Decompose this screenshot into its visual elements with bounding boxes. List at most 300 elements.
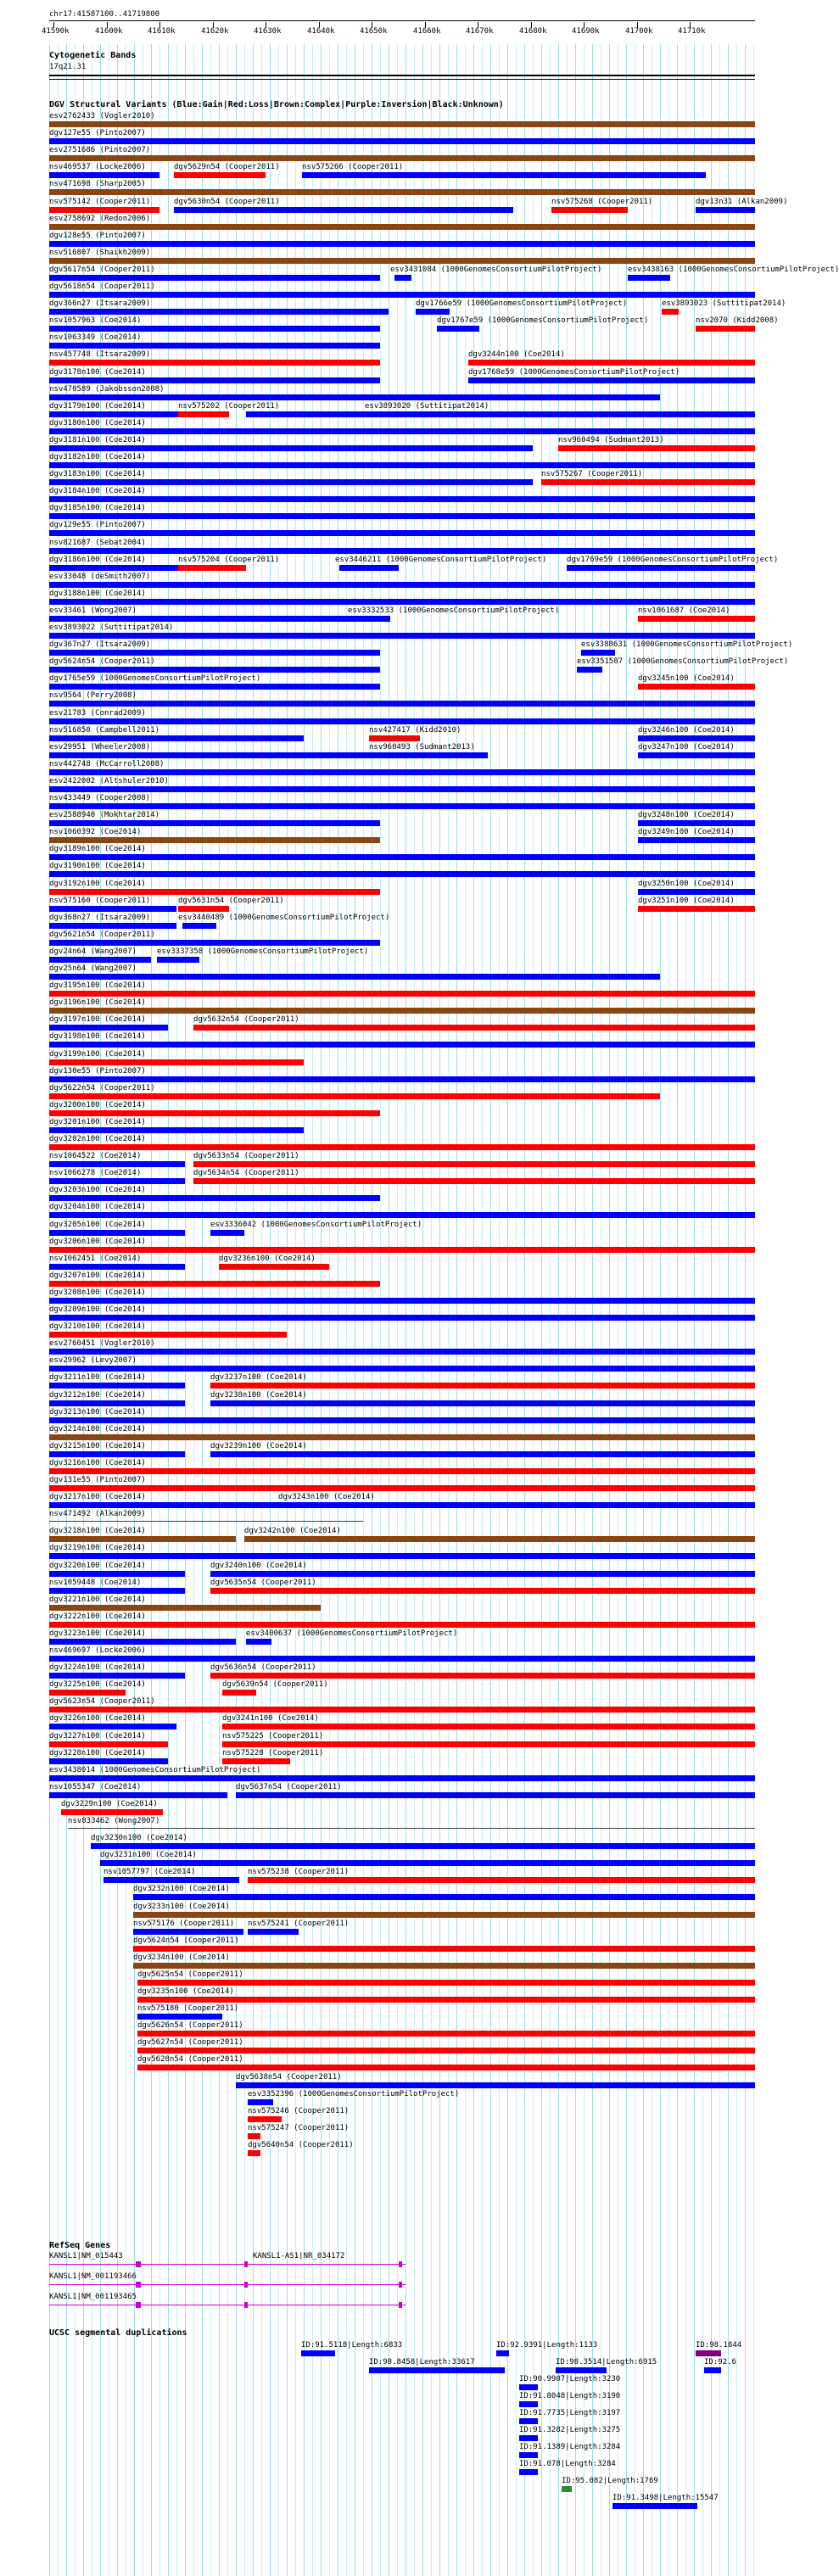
variant-label[interactable]: dgv5633n54 (Cooper2011) <box>193 1152 299 1160</box>
variant-bar[interactable] <box>577 667 602 673</box>
variant-bar[interactable] <box>49 1639 236 1645</box>
variant-label[interactable]: esv3893020 (Suttitipat2014) <box>365 402 489 411</box>
variant-bar[interactable] <box>49 189 755 195</box>
variant-label[interactable]: dgv3236n100 (Coe2014) <box>219 1254 316 1263</box>
variant-bar[interactable] <box>49 1656 755 1662</box>
variant-bar[interactable] <box>49 1521 363 1522</box>
variant-label[interactable]: dgv5624n54 (Cooper2011) <box>133 1936 239 1945</box>
variant-bar[interactable] <box>178 906 229 912</box>
variant-bar[interactable] <box>49 360 380 366</box>
variant-bar[interactable] <box>49 1008 755 1014</box>
variant-label[interactable]: dgv1766e59 (1000GenomesConsortiumPilotProject) <box>416 299 628 308</box>
variant-bar[interactable] <box>246 411 755 417</box>
variant-label[interactable]: nsv457748 (Itsara2009) <box>49 350 151 359</box>
variant-label[interactable]: nsv469537 (Locke2006) <box>49 163 146 171</box>
variant-bar[interactable] <box>541 479 755 485</box>
segdup-label[interactable]: ID:91.1389|Length:3284 <box>519 2443 621 2451</box>
variant-bar[interactable] <box>100 1860 755 1866</box>
variant-bar[interactable] <box>581 650 615 656</box>
variant-label[interactable]: nsv470589 (Jakobsson2008) <box>49 385 165 394</box>
variant-label[interactable]: dgv130e55 (Pinto2007) <box>49 1067 146 1076</box>
variant-bar[interactable] <box>49 1076 755 1082</box>
variant-label[interactable]: nsv575266 (Cooper2011) <box>302 163 404 171</box>
segdup-bar[interactable] <box>562 2486 572 2492</box>
gene-exon[interactable] <box>244 2282 248 2288</box>
variant-label[interactable]: dgv3220n100 (Coe2014) <box>49 1562 146 1570</box>
variant-label[interactable]: esv2760451 (Vogler2010) <box>49 1339 155 1348</box>
variant-label[interactable]: dgv3219n100 (Coe2014) <box>49 1544 146 1552</box>
variant-bar[interactable] <box>49 582 755 588</box>
variant-label[interactable]: dgv24n64 (Wang2007) <box>49 947 137 956</box>
variant-label[interactable]: dgv5628n54 (Cooper2011) <box>137 2055 243 2064</box>
variant-bar[interactable] <box>133 1894 755 1900</box>
variant-label[interactable]: esv3893022 (Suttitipat2014) <box>49 623 174 632</box>
variant-bar[interactable] <box>416 309 450 315</box>
variant-label[interactable]: dgv368n27 (Itsara2009) <box>49 914 151 922</box>
variant-label[interactable]: dgv3212n100 (Coe2014) <box>49 1391 146 1400</box>
variant-bar[interactable] <box>49 1468 755 1474</box>
variant-label[interactable]: nsv469697 (Locke2006) <box>49 1646 146 1655</box>
gene-label[interactable]: KANSL1|NM_015443 <box>49 2252 123 2260</box>
variant-label[interactable]: dgv5626n54 (Cooper2011) <box>137 2021 243 2030</box>
variant-bar[interactable] <box>49 701 755 707</box>
variant-bar[interactable] <box>174 207 513 213</box>
variant-bar[interactable] <box>133 1912 755 1918</box>
variant-bar[interactable] <box>49 906 176 912</box>
variant-bar[interactable] <box>49 803 755 809</box>
variant-label[interactable]: nsv575225 (Cooper2011) <box>222 1732 324 1741</box>
variant-label[interactable]: esv3438163 (1000GenomesConsortiumPilotProject) <box>628 265 839 274</box>
variant-bar[interactable] <box>369 752 488 758</box>
variant-bar[interactable] <box>49 224 755 230</box>
variant-bar[interactable] <box>628 275 670 281</box>
variant-label[interactable]: dgv5636n54 (Cooper2011) <box>210 1663 316 1672</box>
variant-bar[interactable] <box>638 889 755 895</box>
variant-bar[interactable] <box>49 155 755 161</box>
variant-bar[interactable] <box>236 2082 755 2088</box>
variant-label[interactable]: dgv5629n54 (Cooper2011) <box>174 163 280 171</box>
variant-label[interactable]: esv3332533 (1000GenomesConsortiumPilotProject) <box>348 606 560 615</box>
variant-label[interactable]: nsv1064522 (Coe2014) <box>49 1152 142 1160</box>
variant-bar[interactable] <box>49 1673 185 1679</box>
variant-label[interactable]: dgv3234n100 (Coe2014) <box>133 1953 230 1962</box>
variant-label[interactable]: dgv3233n100 (Coe2014) <box>133 1903 230 1911</box>
variant-bar[interactable] <box>49 650 380 656</box>
variant-label[interactable]: dgv127e55 (Pinto2007) <box>49 129 146 137</box>
variant-bar[interactable] <box>49 1690 126 1696</box>
variant-label[interactable]: dgv3214n100 (Coe2014) <box>49 1425 146 1433</box>
variant-bar[interactable] <box>222 1690 256 1696</box>
variant-bar[interactable] <box>49 940 380 946</box>
variant-bar[interactable] <box>49 1144 755 1150</box>
segdup-label[interactable]: ID:91.5118|Length:6833 <box>301 2341 403 2350</box>
segdup-bar[interactable] <box>519 2469 538 2475</box>
variant-label[interactable]: dgv3250n100 (Coe2014) <box>638 880 735 888</box>
variant-bar[interactable] <box>437 326 479 332</box>
segdup-label[interactable]: ID:91.3282|Length:3275 <box>519 2426 621 2434</box>
variant-label[interactable]: esv3352396 (1000GenomesConsortiumPilotProject) <box>248 2090 460 2098</box>
variant-bar[interactable] <box>219 1264 329 1270</box>
variant-label[interactable]: esv2588940 (Mokhtar2014) <box>49 811 160 819</box>
variant-bar[interactable] <box>137 1997 755 2003</box>
variant-label[interactable]: esv3400637 (1000GenomesConsortiumPilotProject) <box>246 1629 458 1638</box>
segdup-bar[interactable] <box>556 2367 607 2373</box>
variant-bar[interactable] <box>49 1775 755 1781</box>
variant-bar[interactable] <box>133 1929 243 1935</box>
variant-bar[interactable] <box>696 207 755 213</box>
variant-bar[interactable] <box>302 172 706 178</box>
variant-bar[interactable] <box>244 1536 755 1542</box>
variant-bar[interactable] <box>61 1809 163 1815</box>
variant-bar[interactable] <box>248 2150 260 2156</box>
variant-bar[interactable] <box>103 1877 239 1883</box>
variant-bar[interactable] <box>193 1178 755 1184</box>
segdup-bar[interactable] <box>696 2350 721 2356</box>
variant-label[interactable]: dgv5635n54 (Cooper2011) <box>210 1579 316 1587</box>
variant-label[interactable]: dgv3179n100 (Coe2014) <box>49 402 146 411</box>
variant-bar[interactable] <box>49 820 380 826</box>
variant-label[interactable]: nsv575204 (Cooper2011) <box>178 556 280 564</box>
variant-label[interactable]: dgv3218n100 (Coe2014) <box>49 1527 146 1535</box>
variant-label[interactable]: dgv3203n100 (Coe2014) <box>49 1186 146 1194</box>
variant-bar[interactable] <box>49 138 755 144</box>
variant-bar[interactable] <box>246 1639 271 1645</box>
variant-bar[interactable] <box>49 1536 236 1542</box>
variant-label[interactable]: esv21783 (Conrad2009) <box>49 709 146 718</box>
segdup-label[interactable]: ID:91.078|Length:3284 <box>519 2460 616 2468</box>
variant-label[interactable]: dgv3224n100 (Coe2014) <box>49 1663 146 1672</box>
variant-label[interactable]: dgv3226n100 (Coe2014) <box>49 1714 146 1723</box>
variant-label[interactable]: nsv575202 (Cooper2011) <box>178 402 280 411</box>
variant-bar[interactable] <box>137 1980 755 1986</box>
variant-bar[interactable] <box>182 923 216 929</box>
variant-label[interactable]: esv3388631 (1000GenomesConsortiumPilotProject) <box>581 640 793 649</box>
segdup-label[interactable]: ID:92.6 <box>704 2358 736 2366</box>
variant-bar[interactable] <box>49 343 380 349</box>
variant-bar[interactable] <box>49 752 380 758</box>
variant-bar[interactable] <box>49 258 755 264</box>
variant-bar[interactable] <box>49 1792 227 1798</box>
variant-label[interactable]: dgv3197n100 (Coe2014) <box>49 1015 146 1024</box>
variant-label[interactable]: dgv3180n100 (Coe2014) <box>49 419 146 427</box>
variant-label[interactable]: dgv3241n100 (Coe2014) <box>222 1714 319 1723</box>
variant-label[interactable]: dgv5630n54 (Cooper2011) <box>174 198 280 206</box>
gene-exon[interactable] <box>244 2302 248 2308</box>
variant-bar[interactable] <box>49 1332 287 1338</box>
variant-bar[interactable] <box>248 1877 755 1883</box>
variant-label[interactable]: esv3336042 (1000GenomesConsortiumPilotProject) <box>210 1221 422 1229</box>
variant-label[interactable]: dgv3209n100 (Coe2014) <box>49 1305 146 1314</box>
variant-label[interactable]: dgv1765e59 (1000GenomesConsortiumPilotProject) <box>49 674 261 683</box>
variant-bar[interactable] <box>49 854 755 860</box>
variant-label[interactable]: dgv25n64 (Wang2007) <box>49 964 137 973</box>
variant-label[interactable]: dgv3205n100 (Coe2014) <box>49 1221 146 1229</box>
variant-label[interactable]: dgv3213n100 (Coe2014) <box>49 1408 146 1417</box>
variant-label[interactable]: dgv3190n100 (Coe2014) <box>49 862 146 870</box>
variant-bar[interactable] <box>49 309 389 315</box>
variant-bar[interactable] <box>49 1724 176 1729</box>
variant-label[interactable]: dgv5634n54 (Cooper2011) <box>193 1169 299 1177</box>
variant-bar[interactable] <box>49 548 755 554</box>
variant-bar[interactable] <box>49 1178 185 1184</box>
variant-bar[interactable] <box>394 275 411 281</box>
variant-label[interactable]: dgv3242n100 (Coe2014) <box>244 1527 341 1535</box>
gene-exon[interactable] <box>244 2261 248 2267</box>
variant-label[interactable]: dgv5631n54 (Cooper2011) <box>178 897 284 905</box>
segdup-bar[interactable] <box>496 2350 509 2356</box>
gene-label[interactable]: KANSL1|NM_001193465 <box>49 2293 137 2301</box>
variant-bar[interactable] <box>369 735 420 741</box>
variant-label[interactable]: dgv3208n100 (Coe2014) <box>49 1288 146 1297</box>
variant-bar[interactable] <box>638 616 755 622</box>
variant-label[interactable]: esv29962 (Levy2007) <box>49 1356 137 1365</box>
variant-label[interactable]: dgv3207n100 (Coe2014) <box>49 1271 146 1280</box>
variant-label[interactable]: dgv5638n54 (Cooper2011) <box>236 2073 342 2081</box>
variant-bar[interactable] <box>49 241 755 247</box>
variant-label[interactable]: dgv131e55 (Pinto2007) <box>49 1476 146 1484</box>
variant-label[interactable]: nsv1057797 (Coe2014) <box>103 1868 196 1876</box>
variant-bar[interactable] <box>638 820 755 826</box>
variant-label[interactable]: dgv3210n100 (Coe2014) <box>49 1322 146 1331</box>
variant-label[interactable]: dgv367n27 (Itsara2009) <box>49 640 151 649</box>
variant-label[interactable]: dgv3196n100 (Coe2014) <box>49 998 146 1007</box>
variant-bar[interactable] <box>133 1963 755 1969</box>
variant-label[interactable]: nsv442748 (McCarroll2008) <box>49 760 165 768</box>
variant-label[interactable]: dgv3199n100 (Coe2014) <box>49 1050 146 1059</box>
variant-label[interactable]: dgv5640n54 (Cooper2011) <box>248 2141 354 2149</box>
variant-label[interactable]: dgv5623n54 (Cooper2011) <box>49 1697 155 1706</box>
variant-bar[interactable] <box>49 1707 755 1713</box>
segdup-bar[interactable] <box>519 2452 538 2458</box>
variant-bar[interactable] <box>49 1434 755 1440</box>
variant-label[interactable]: dgv366n27 (Itsara2009) <box>49 299 151 308</box>
segdup-label[interactable]: ID:91.3498|Length:15547 <box>612 2494 719 2502</box>
variant-label[interactable]: dgv3230n100 (Coe2014) <box>91 1834 187 1842</box>
variant-label[interactable]: dgv3204n100 (Coe2014) <box>49 1203 146 1211</box>
variant-bar[interactable] <box>49 1485 755 1491</box>
variant-bar[interactable] <box>278 1502 755 1508</box>
variant-bar[interactable] <box>193 1161 755 1167</box>
variant-label[interactable]: dgv3182n100 (Coe2014) <box>49 453 146 461</box>
variant-bar[interactable] <box>49 599 755 605</box>
segdup-bar[interactable] <box>519 2384 538 2390</box>
variant-bar[interactable] <box>49 1417 755 1423</box>
variant-label[interactable]: dgv1767e59 (1000GenomesConsortiumPilotProject) <box>437 316 649 325</box>
segdup-label[interactable]: ID:95.082|Length:1769 <box>562 2477 658 2485</box>
variant-label[interactable]: nsv1063349 (Coe2014) <box>49 333 142 342</box>
variant-bar[interactable] <box>157 957 199 963</box>
variant-label[interactable]: nsv1062451 (Coe2014) <box>49 1254 142 1263</box>
variant-bar[interactable] <box>49 718 755 724</box>
variant-bar[interactable] <box>551 207 628 213</box>
variant-label[interactable]: nsv1061687 (Coe2014) <box>638 606 730 615</box>
variant-bar[interactable] <box>49 1281 380 1287</box>
variant-label[interactable]: dgv128e55 (Pinto2007) <box>49 232 146 240</box>
variant-label[interactable]: nsv9564 (Perry2008) <box>49 691 137 700</box>
variant-bar[interactable] <box>178 565 246 571</box>
segdup-bar[interactable] <box>369 2367 505 2373</box>
variant-bar[interactable] <box>49 991 755 997</box>
variant-bar[interactable] <box>236 1792 755 1798</box>
variant-bar[interactable] <box>49 1127 304 1133</box>
segdup-bar[interactable] <box>519 2418 538 2424</box>
variant-label[interactable]: esv2758692 (Redon2006) <box>49 215 151 223</box>
variant-bar[interactable] <box>210 1588 755 1594</box>
variant-label[interactable]: dgv5621n54 (Cooper2011) <box>49 930 155 939</box>
variant-bar[interactable] <box>222 1741 755 1747</box>
variant-bar[interactable] <box>49 974 660 980</box>
variant-label[interactable]: dgv3225n100 (Coe2014) <box>49 1680 146 1689</box>
variant-label[interactable]: dgv1768e59 (1000GenomesConsortiumPilotProject) <box>468 368 680 377</box>
variant-bar[interactable] <box>137 2048 755 2054</box>
segdup-bar[interactable] <box>301 2350 335 2356</box>
variant-label[interactable]: esv33461 (Wong2007) <box>49 606 137 615</box>
variant-bar[interactable] <box>49 1093 660 1099</box>
variant-label[interactable]: dgv3215n100 (Coe2014) <box>49 1442 146 1450</box>
variant-label[interactable]: nsv575176 (Cooper2011) <box>133 1919 235 1928</box>
variant-label[interactable]: nsv471492 (Alkan2009) <box>49 1510 146 1518</box>
variant-label[interactable]: dgv3229n100 (Coe2014) <box>61 1800 158 1808</box>
variant-label[interactable]: dgv3240n100 (Coe2014) <box>210 1562 307 1570</box>
variant-bar[interactable] <box>696 326 755 332</box>
variant-bar[interactable] <box>137 2014 222 2020</box>
variant-label[interactable]: dgv3244n100 (Coe2014) <box>468 350 565 359</box>
variant-bar[interactable] <box>49 462 755 468</box>
variant-bar[interactable] <box>210 1571 755 1577</box>
variant-label[interactable]: dgv3243n100 (Coe2014) <box>278 1493 375 1501</box>
variant-bar[interactable] <box>49 377 380 383</box>
variant-bar[interactable] <box>49 1059 304 1065</box>
variant-bar[interactable] <box>174 172 266 178</box>
variant-bar[interactable] <box>49 1366 755 1372</box>
variant-label[interactable]: esv3431084 (1000GenomesConsortiumPilotProject) <box>390 265 602 274</box>
variant-bar[interactable] <box>49 735 304 741</box>
variant-label[interactable]: dgv3217n100 (Coe2014) <box>49 1493 146 1501</box>
variant-label[interactable]: dgv5639n54 (Cooper2011) <box>222 1680 328 1689</box>
variant-bar[interactable] <box>49 411 185 417</box>
variant-label[interactable]: dgv3189n100 (Coe2014) <box>49 845 146 853</box>
variant-label[interactable]: esv3337358 (1000GenomesConsortiumPilotProject) <box>157 947 369 956</box>
segdup-bar[interactable] <box>704 2367 721 2373</box>
variant-bar[interactable] <box>49 496 755 502</box>
variant-bar[interactable] <box>49 1349 755 1355</box>
gene-line[interactable] <box>49 2264 406 2265</box>
variant-bar[interactable] <box>49 957 151 963</box>
variant-label[interactable]: nsv575246 (Cooper2011) <box>248 2107 350 2115</box>
variant-bar[interactable] <box>133 1946 755 1952</box>
gene-exon[interactable] <box>399 2282 402 2288</box>
variant-bar[interactable] <box>49 530 755 536</box>
variant-label[interactable]: dgv3195n100 (Coe2014) <box>49 981 146 990</box>
variant-label[interactable]: esv3893023 (Suttitipat2014) <box>662 299 786 308</box>
segdup-label[interactable]: ID:98.8458|Length:33617 <box>369 2358 475 2366</box>
variant-bar[interactable] <box>638 837 755 843</box>
variant-bar[interactable] <box>49 428 755 434</box>
variant-bar[interactable] <box>210 1400 755 1406</box>
variant-label[interactable]: dgv3221n100 (Coe2014) <box>49 1595 146 1604</box>
variant-label[interactable]: nsv1055347 (Coe2014) <box>49 1783 142 1791</box>
variant-bar[interactable] <box>49 667 380 673</box>
variant-label[interactable]: dgv3186n100 (Coe2014) <box>49 556 146 564</box>
gene-label[interactable]: KANSL1|NM_001193466 <box>49 2272 137 2281</box>
variant-label[interactable]: nsv516807 (Shaikh2009) <box>49 249 151 257</box>
variant-bar[interactable] <box>49 326 380 332</box>
variant-bar[interactable] <box>91 1843 755 1849</box>
variant-bar[interactable] <box>222 1724 755 1729</box>
variant-bar[interactable] <box>49 1622 755 1628</box>
variant-bar[interactable] <box>49 1110 380 1116</box>
variant-label[interactable]: dgv3183n100 (Coe2014) <box>49 470 146 478</box>
variant-bar[interactable] <box>49 1588 185 1594</box>
variant-bar[interactable] <box>348 616 390 622</box>
variant-label[interactable]: nsv575228 (Cooper2011) <box>222 1749 324 1757</box>
variant-bar[interactable] <box>49 1195 380 1201</box>
variant-label[interactable]: dgv3198n100 (Coe2014) <box>49 1032 146 1041</box>
segdup-label[interactable]: ID:98.1844 <box>696 2341 742 2350</box>
variant-label[interactable]: dgv3237n100 (Coe2014) <box>210 1373 307 1382</box>
gene-exon[interactable] <box>399 2302 402 2308</box>
variant-label[interactable]: dgv3181n100 (Coe2014) <box>49 436 146 444</box>
segdup-label[interactable]: ID:92.9391|Length:1133 <box>496 2341 598 2350</box>
variant-bar[interactable] <box>49 1042 755 1048</box>
variant-label[interactable]: dgv5627n54 (Cooper2011) <box>137 2038 243 2047</box>
variant-label[interactable]: dgv3231n100 (Coe2014) <box>100 1851 197 1859</box>
variant-bar[interactable] <box>49 172 159 178</box>
variant-label[interactable]: nsv575142 (Cooper2011) <box>49 198 151 206</box>
variant-bar[interactable] <box>49 1161 185 1167</box>
variant-bar[interactable] <box>49 1605 321 1611</box>
variant-label[interactable]: dgv3184n100 (Coe2014) <box>49 487 146 495</box>
variant-label[interactable]: dgv3192n100 (Coe2014) <box>49 880 146 888</box>
variant-label[interactable]: dgv3239n100 (Coe2014) <box>210 1442 307 1450</box>
variant-label[interactable]: nsv575160 (Cooper2011) <box>49 897 151 905</box>
variant-bar[interactable] <box>49 1400 185 1406</box>
variant-label[interactable]: dgv5624n54 (Cooper2011) <box>49 657 155 666</box>
variant-bar[interactable] <box>638 684 755 690</box>
variant-label[interactable]: dgv3251n100 (Coe2014) <box>638 897 735 905</box>
variant-label[interactable]: dgv3216n100 (Coe2014) <box>49 1459 146 1467</box>
variant-bar[interactable] <box>49 684 380 690</box>
variant-label[interactable]: dgv3188n100 (Coe2014) <box>49 590 146 598</box>
variant-bar[interactable] <box>49 1025 168 1031</box>
variant-label[interactable]: esv2422002 (Altshuler2010) <box>49 777 169 785</box>
variant-bar[interactable] <box>210 1230 244 1236</box>
variant-label[interactable]: dgv3246n100 (Coe2014) <box>638 726 735 735</box>
variant-bar[interactable] <box>49 1451 185 1457</box>
variant-bar[interactable] <box>49 513 755 519</box>
variant-label[interactable]: dgv5622n54 (Cooper2011) <box>49 1084 155 1092</box>
variant-bar[interactable] <box>49 1741 168 1747</box>
variant-bar[interactable] <box>49 1383 185 1389</box>
variant-label[interactable]: dgv3200n100 (Coe2014) <box>49 1101 146 1109</box>
variant-bar[interactable] <box>49 837 380 843</box>
variant-bar[interactable] <box>49 565 185 571</box>
variant-label[interactable]: dgv5618n54 (Cooper2011) <box>49 282 155 291</box>
cytoband-label[interactable]: 17q21.31 <box>49 63 87 71</box>
variant-bar[interactable] <box>49 1502 278 1508</box>
variant-label[interactable]: nsv575180 (Cooper2011) <box>137 2004 239 2013</box>
variant-bar[interactable] <box>49 445 533 451</box>
variant-label[interactable]: dgv13n31 (Alkan2009) <box>696 198 788 206</box>
variant-bar[interactable] <box>210 1451 755 1457</box>
variant-label[interactable]: esv3438014 (1000GenomesConsortiumPilotProject) <box>49 1766 261 1774</box>
variant-label[interactable]: nsv960494 (Sudmant2013) <box>558 436 664 444</box>
variant-label[interactable]: esv2762433 (Vogler2010) <box>49 112 155 120</box>
variant-label[interactable]: nsv575268 (Cooper2011) <box>551 198 653 206</box>
variant-bar[interactable] <box>49 1315 755 1321</box>
variant-bar[interactable] <box>210 1383 755 1389</box>
variant-bar[interactable] <box>638 906 755 912</box>
